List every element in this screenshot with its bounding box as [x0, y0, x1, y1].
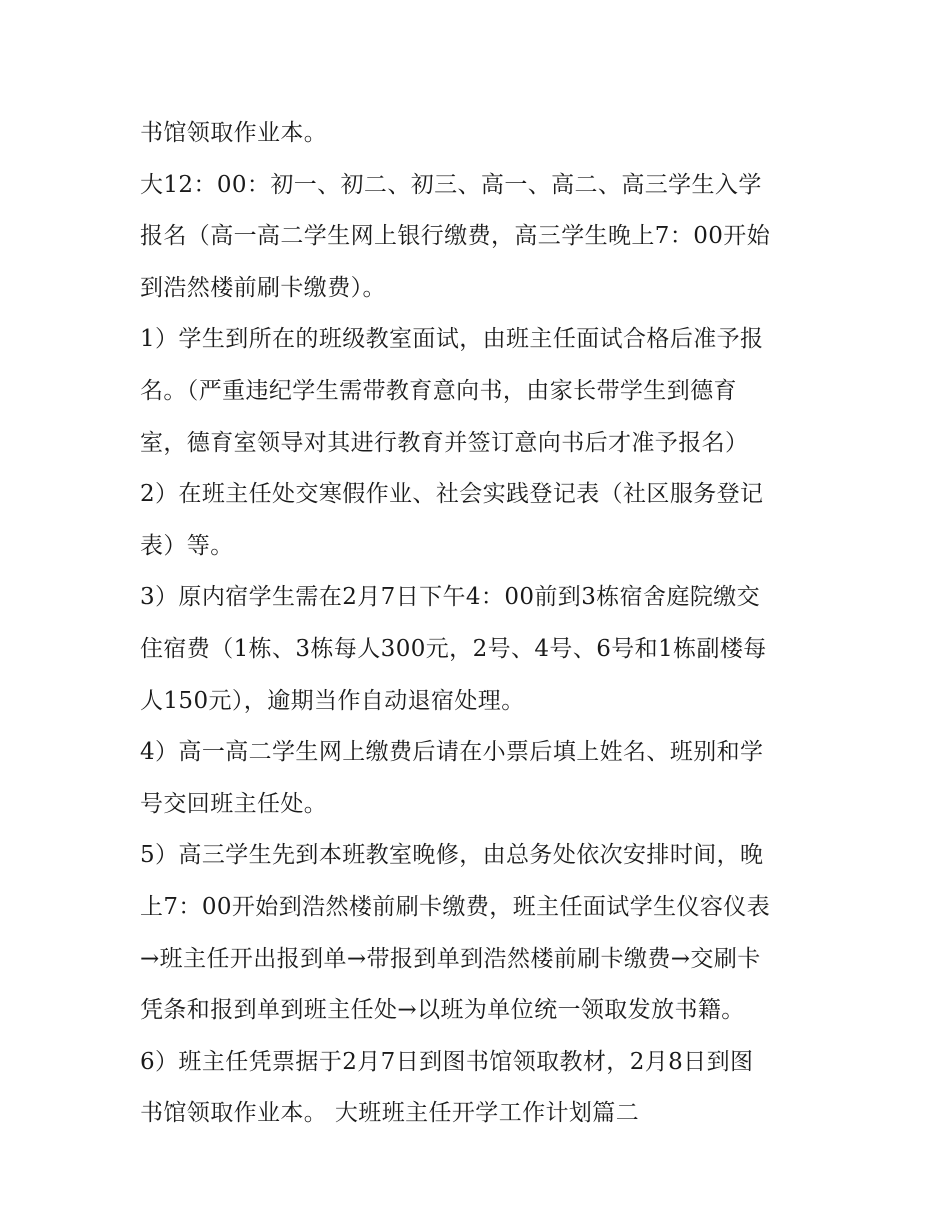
text-line-15: 5）高三学生先到本班教室晚修，由总务处依次安排时间，晚 — [140, 842, 764, 869]
text-line-2: 大12：00：初一、初二、初三、高一、高二、高三学生入学 — [140, 171, 762, 198]
text-line-18: 凭条和报到单到班主任处→以班为单位统一领取发放书籍。 — [140, 997, 745, 1024]
text-line-6: 名。（严重违纪学生需带教育意向书，由家长带学生到德育 — [140, 377, 737, 404]
text-line-14: 号交回班主任处。 — [140, 790, 328, 817]
body-text — [140, 108, 820, 1140]
text-line-9: 表）等。 — [140, 532, 234, 559]
text-line-1: 书馆领取作业本。 — [140, 120, 328, 146]
text-line-5: 1）学生到所在的班级教室面试，由班主任面试合格后准予报 — [140, 326, 764, 353]
text-line-20: 书馆领取作业本。 大班班主任开学工作计划篇二 — [140, 1100, 640, 1127]
text-line-13: 4）高一高二学生网上缴费后请在小票后填上姓名、班别和学 — [140, 739, 764, 766]
text-line-12: 人150元），逾期当作自动退宿处理。 — [140, 687, 525, 714]
text-line-17: →班主任开出报到单→带报到单到浩然楼前刷卡缴费→交刷卡 — [140, 945, 761, 972]
text-line-19: 6）班主任凭票据于2月7日到图书馆领取教材，2月8日到图 — [140, 1048, 754, 1075]
text-line-16: 上7：00开始到浩然楼前刷卡缴费，班主任面试学生仪容仪表 — [140, 893, 771, 920]
text-line-4: 到浩然楼前刷卡缴费）。 — [140, 274, 386, 301]
text-line-10: 3）原内宿学生需在2月7日下午4：00前到3栋宿舍庭院缴交 — [140, 584, 761, 611]
text-line-8: 2）在班主任处交寒假作业、社会实践登记表（社区服务登记 — [140, 481, 764, 508]
text-line-11: 住宿费（1栋、3栋每人300元，2号、4号、6号和1栋副楼每 — [140, 635, 767, 662]
text-line-7: 室，德育室领导对其进行教育并签订意向书后才准予报名） — [140, 429, 749, 456]
text-line-3: 报名（高一高二学生网上银行缴费，高三学生晚上7：00开始 — [140, 223, 771, 250]
